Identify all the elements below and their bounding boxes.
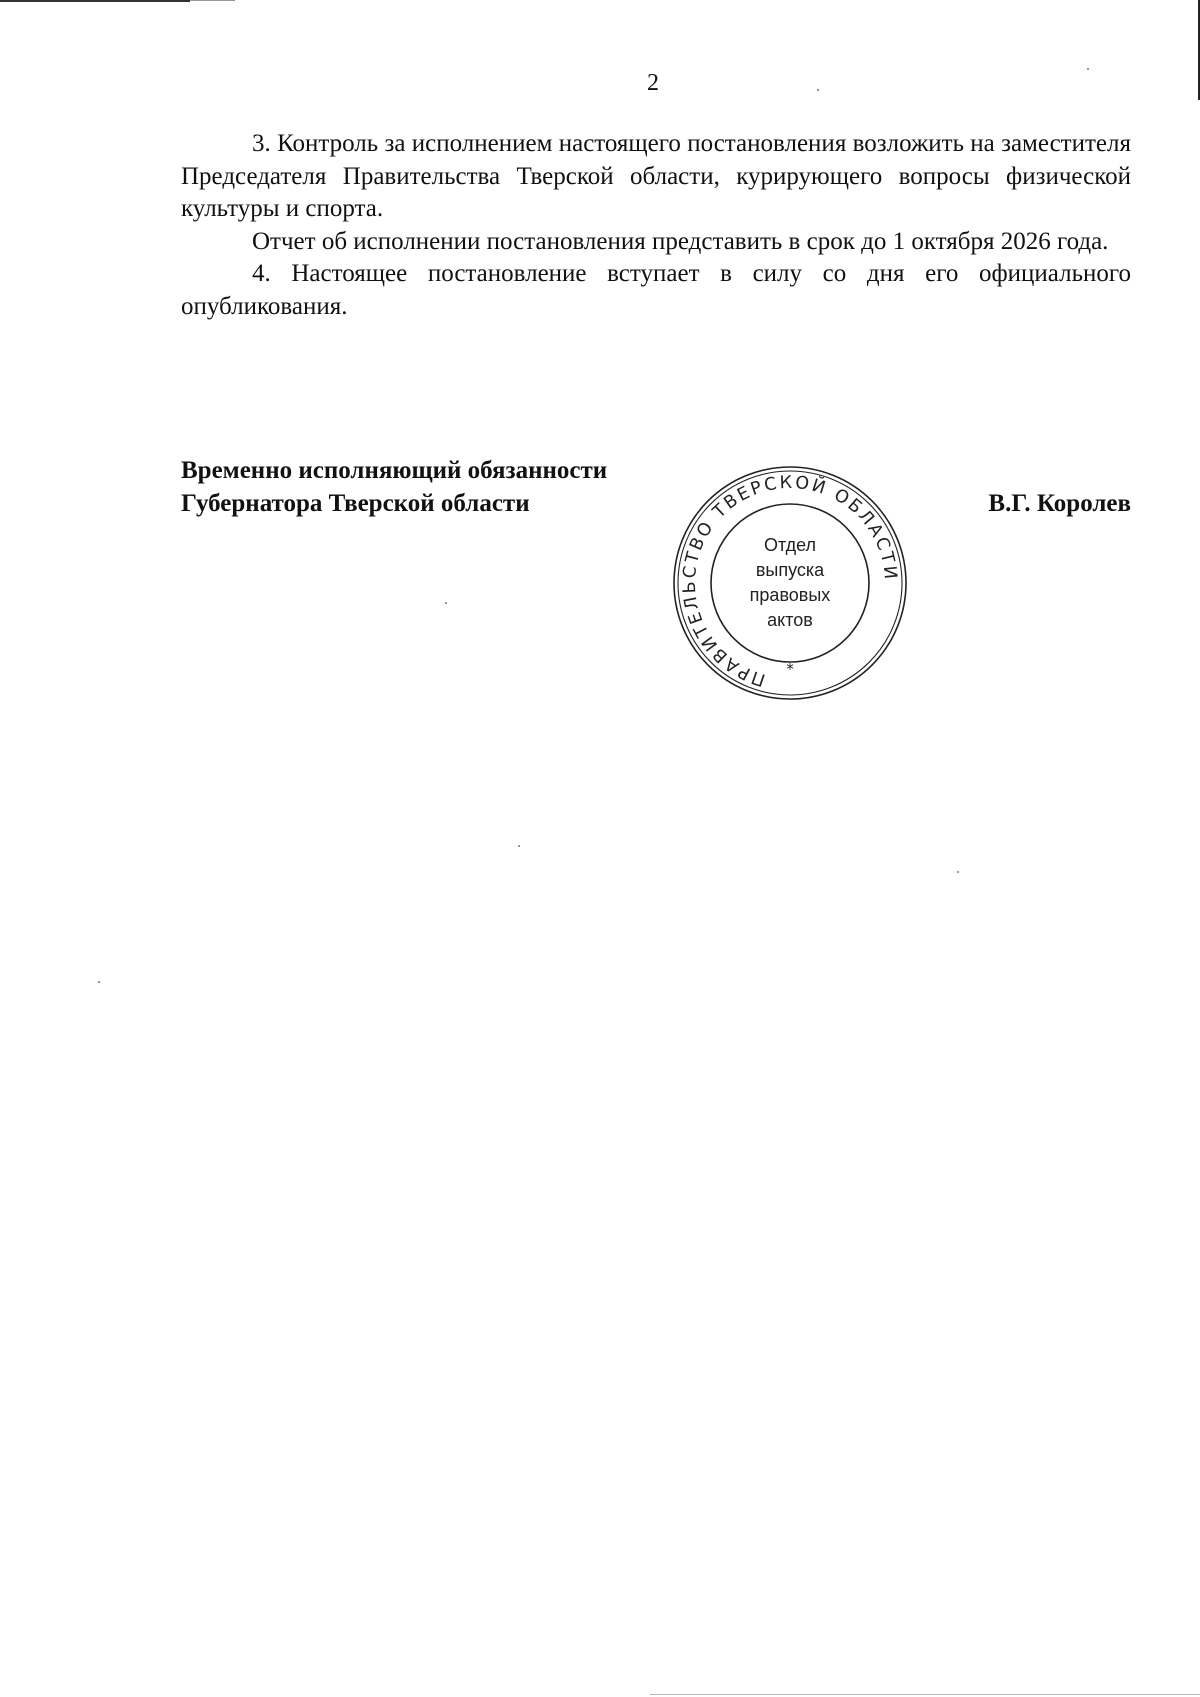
- scan-speck: [445, 602, 447, 604]
- official-seal: [672, 465, 908, 701]
- scan-border-bottom: [650, 1694, 1200, 1695]
- scan-speck: [98, 981, 100, 983]
- scan-speck: [957, 871, 959, 873]
- scan-speck: [518, 845, 520, 847]
- scan-speck: [1087, 68, 1089, 70]
- scan-speck: [817, 89, 819, 91]
- seal-center-line2: выпуска: [755, 560, 825, 580]
- signatory-position-line1: Временно исполняющий обязанности: [181, 457, 608, 484]
- seal-ring-text: ПРАВИТЕЛЬСТВО ТВЕРСКОЙ ОБЛАСТИ: [679, 472, 901, 690]
- seal-center-line4: актов: [767, 610, 813, 630]
- signatory-position: [181, 454, 607, 520]
- scan-border-top: [0, 0, 190, 2]
- paragraph-report: Отчет об исполнении постановления представить в срок до 1 октября 2026 года.: [252, 227, 1109, 255]
- seal-center-line3: правовых: [749, 585, 831, 605]
- seal-center-line1: Отдел: [763, 535, 817, 555]
- paragraph-effective-date: 4. Настоящее постановление вступает в силу со дня его официального опубликования.: [181, 260, 1131, 320]
- signatory-name: В.Г. Королев: [988, 490, 1131, 517]
- scan-border-top-faint: [190, 0, 235, 1]
- document-body: [181, 128, 1131, 323]
- signatory-position-line2: Губернатора Тверской области: [181, 490, 530, 517]
- seal-star: *: [786, 660, 794, 678]
- paragraph-control: 3. Контроль за исполнением настоящего постановления возложить на заместителя Председателя Правительства Тверской области, курирующего вопросы физической культуры и спорта.: [181, 130, 1131, 222]
- page-number: 2: [647, 70, 659, 96]
